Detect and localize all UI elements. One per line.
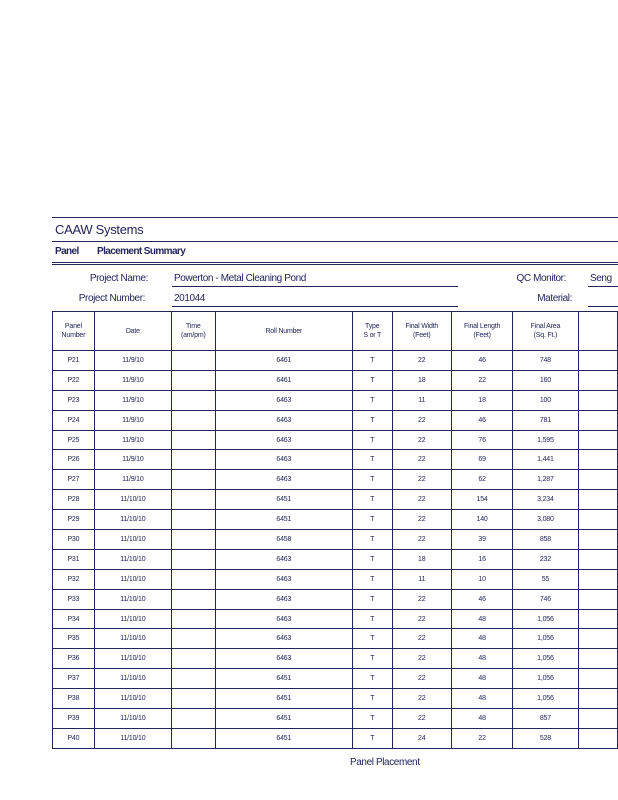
cell-time bbox=[171, 569, 215, 589]
table-row bbox=[53, 370, 618, 390]
cell-final-length: 46 bbox=[451, 589, 512, 609]
cell-panel-number: P27 bbox=[53, 470, 95, 490]
cell-type: T bbox=[352, 470, 392, 490]
cell-final-width: 11 bbox=[392, 569, 451, 589]
header-final-length-line1: Final Length bbox=[464, 323, 501, 330]
cell-panel-number: P24 bbox=[53, 410, 95, 430]
cell-date: 11/9/10 bbox=[94, 450, 171, 470]
cell-final-length: 69 bbox=[451, 450, 512, 470]
cell-time bbox=[171, 410, 215, 430]
cell-final-area: 748 bbox=[513, 351, 578, 371]
cell-type: T bbox=[352, 510, 392, 530]
cell-extra bbox=[578, 649, 617, 669]
cell-final-area: 55 bbox=[513, 569, 578, 589]
cell-final-area: 1,441 bbox=[513, 450, 578, 470]
cell-final-area: 100 bbox=[513, 390, 578, 410]
cell-roll-number: 6463 bbox=[215, 470, 352, 490]
cell-roll-number: 6463 bbox=[215, 390, 352, 410]
header-roll-number-line1: Roll Number bbox=[265, 327, 303, 335]
cell-time bbox=[171, 430, 215, 450]
cell-final-width: 22 bbox=[392, 689, 451, 709]
cell-time bbox=[171, 490, 215, 510]
qc-monitor-value: Seng bbox=[590, 273, 612, 284]
cell-time bbox=[171, 709, 215, 729]
cell-roll-number: 6451 bbox=[215, 728, 352, 748]
cell-time bbox=[171, 351, 215, 371]
cell-final-area: 746 bbox=[513, 589, 578, 609]
footer-caption: Panel Placement bbox=[350, 757, 420, 768]
cell-roll-number: 6463 bbox=[215, 649, 352, 669]
header-time-line2: (am/pm) bbox=[180, 332, 206, 339]
cell-date: 11/9/10 bbox=[94, 470, 171, 490]
header-final-area-line1: Final Area bbox=[530, 323, 561, 330]
cell-panel-number: P26 bbox=[53, 450, 95, 470]
cell-final-width: 22 bbox=[392, 609, 451, 629]
cell-panel-number: P23 bbox=[53, 390, 95, 410]
cell-final-area: 160 bbox=[513, 370, 578, 390]
cell-panel-number: P40 bbox=[53, 728, 95, 748]
cell-panel-number: P29 bbox=[53, 510, 95, 530]
table-row bbox=[53, 490, 618, 510]
cell-final-width: 18 bbox=[392, 370, 451, 390]
table-row bbox=[53, 549, 618, 569]
cell-extra bbox=[578, 609, 617, 629]
cell-final-width: 24 bbox=[392, 728, 451, 748]
cell-roll-number: 6463 bbox=[215, 629, 352, 649]
cell-final-width: 22 bbox=[392, 709, 451, 729]
table-row bbox=[53, 669, 618, 689]
cell-panel-number: P28 bbox=[53, 490, 95, 510]
cell-type: T bbox=[352, 728, 392, 748]
table-row bbox=[53, 351, 618, 371]
cell-time bbox=[171, 370, 215, 390]
cell-final-width: 18 bbox=[392, 549, 451, 569]
cell-final-area: 1,056 bbox=[513, 649, 578, 669]
cell-time bbox=[171, 629, 215, 649]
cell-date: 11/9/10 bbox=[94, 390, 171, 410]
cell-roll-number: 6451 bbox=[215, 709, 352, 729]
cell-extra bbox=[578, 430, 617, 450]
cell-panel-number: P36 bbox=[53, 649, 95, 669]
cell-extra bbox=[578, 709, 617, 729]
cell-final-area: 528 bbox=[513, 728, 578, 748]
cell-type: T bbox=[352, 569, 392, 589]
cell-panel-number: P33 bbox=[53, 589, 95, 609]
cell-extra bbox=[578, 689, 617, 709]
cell-time bbox=[171, 649, 215, 669]
cell-roll-number: 6463 bbox=[215, 410, 352, 430]
header-date bbox=[94, 312, 171, 351]
cell-type: T bbox=[352, 549, 392, 569]
cell-roll-number: 6463 bbox=[215, 569, 352, 589]
cell-extra bbox=[578, 549, 617, 569]
cell-extra bbox=[578, 629, 617, 649]
table-row bbox=[53, 569, 618, 589]
project-name-value: Powerton - Metal Cleaning Pond bbox=[174, 273, 306, 284]
header-final-length-line2: (Feet) bbox=[473, 332, 491, 339]
cell-final-length: 22 bbox=[451, 370, 512, 390]
cell-final-width: 22 bbox=[392, 351, 451, 371]
cell-type: T bbox=[352, 490, 392, 510]
table-row bbox=[53, 430, 618, 450]
cell-type: T bbox=[352, 609, 392, 629]
cell-extra bbox=[578, 490, 617, 510]
cell-panel-number: P37 bbox=[53, 669, 95, 689]
cell-final-length: 22 bbox=[451, 728, 512, 748]
cell-final-length: 154 bbox=[451, 490, 512, 510]
header-panel-number bbox=[53, 312, 95, 351]
cell-final-length: 48 bbox=[451, 709, 512, 729]
cell-type: T bbox=[352, 410, 392, 430]
cell-date: 11/9/10 bbox=[94, 351, 171, 371]
cell-final-length: 48 bbox=[451, 609, 512, 629]
cell-extra bbox=[578, 669, 617, 689]
table-row bbox=[53, 510, 618, 530]
table-row bbox=[53, 390, 618, 410]
cell-final-length: 48 bbox=[451, 689, 512, 709]
cell-date: 11/10/10 bbox=[94, 709, 171, 729]
subtitle-panel: Panel bbox=[55, 246, 79, 257]
cell-time bbox=[171, 470, 215, 490]
header-time-line1: Time bbox=[186, 323, 201, 330]
cell-extra bbox=[578, 470, 617, 490]
cell-final-width: 11 bbox=[392, 390, 451, 410]
header-panel-number-line1: Panel bbox=[64, 323, 82, 330]
cell-roll-number: 6463 bbox=[215, 450, 352, 470]
header-time bbox=[171, 312, 215, 351]
subtitle-rule-1 bbox=[52, 262, 618, 263]
table-row bbox=[53, 530, 618, 550]
cell-final-area: 1,056 bbox=[513, 629, 578, 649]
cell-final-length: 140 bbox=[451, 510, 512, 530]
cell-final-length: 62 bbox=[451, 470, 512, 490]
cell-final-area: 3,234 bbox=[513, 490, 578, 510]
cell-roll-number: 6461 bbox=[215, 351, 352, 371]
cell-final-width: 22 bbox=[392, 430, 451, 450]
cell-panel-number: P39 bbox=[53, 709, 95, 729]
header-final-width bbox=[392, 312, 451, 351]
cell-date: 11/10/10 bbox=[94, 728, 171, 748]
cell-final-width: 22 bbox=[392, 450, 451, 470]
header-extra bbox=[578, 312, 617, 351]
table-row bbox=[53, 410, 618, 430]
table-row bbox=[53, 689, 618, 709]
header-type bbox=[352, 312, 392, 351]
cell-roll-number: 6451 bbox=[215, 669, 352, 689]
cell-date: 11/10/10 bbox=[94, 629, 171, 649]
cell-final-area: 857 bbox=[513, 709, 578, 729]
cell-roll-number: 6463 bbox=[215, 549, 352, 569]
cell-date: 11/10/10 bbox=[94, 510, 171, 530]
header-final-width-line1: Final Width bbox=[405, 323, 439, 330]
cell-final-length: 39 bbox=[451, 530, 512, 550]
cell-final-area: 232 bbox=[513, 549, 578, 569]
cell-panel-number: P25 bbox=[53, 430, 95, 450]
cell-extra bbox=[578, 589, 617, 609]
cell-type: T bbox=[352, 709, 392, 729]
header-final-width-line2: (Feet) bbox=[412, 332, 431, 339]
header-final-length bbox=[451, 312, 512, 351]
company-underline bbox=[52, 241, 618, 242]
header-final-area-line2: (Sq. Ft.) bbox=[533, 332, 558, 339]
cell-final-area: 1,056 bbox=[513, 689, 578, 709]
cell-final-width: 22 bbox=[392, 490, 451, 510]
cell-final-length: 46 bbox=[451, 351, 512, 371]
cell-final-length: 48 bbox=[451, 649, 512, 669]
cell-final-area: 1,056 bbox=[513, 609, 578, 629]
table-row bbox=[53, 629, 618, 649]
cell-roll-number: 6463 bbox=[215, 609, 352, 629]
table-row bbox=[53, 470, 618, 490]
cell-extra bbox=[578, 450, 617, 470]
header-date-line1: Date bbox=[125, 327, 140, 335]
cell-time bbox=[171, 728, 215, 748]
table-row bbox=[53, 728, 618, 748]
cell-type: T bbox=[352, 530, 392, 550]
cell-final-width: 22 bbox=[392, 629, 451, 649]
cell-final-length: 16 bbox=[451, 549, 512, 569]
cell-final-width: 22 bbox=[392, 589, 451, 609]
cell-time bbox=[171, 450, 215, 470]
cell-final-length: 18 bbox=[451, 390, 512, 410]
project-name-label: Project Name: bbox=[89, 273, 148, 284]
cell-final-length: 48 bbox=[451, 669, 512, 689]
cell-panel-number: P22 bbox=[53, 370, 95, 390]
cell-date: 11/10/10 bbox=[94, 669, 171, 689]
cell-panel-number: P30 bbox=[53, 530, 95, 550]
cell-final-length: 10 bbox=[451, 569, 512, 589]
cell-roll-number: 6451 bbox=[215, 510, 352, 530]
cell-panel-number: P32 bbox=[53, 569, 95, 589]
cell-date: 11/10/10 bbox=[94, 549, 171, 569]
company-name: CAAW Systems bbox=[55, 222, 144, 237]
cell-final-area: 1,056 bbox=[513, 669, 578, 689]
cell-final-area: 3,080 bbox=[513, 510, 578, 530]
material-underline bbox=[588, 306, 618, 307]
cell-final-length: 76 bbox=[451, 430, 512, 450]
cell-date: 11/9/10 bbox=[94, 410, 171, 430]
cell-type: T bbox=[352, 629, 392, 649]
cell-time bbox=[171, 669, 215, 689]
cell-date: 11/9/10 bbox=[94, 430, 171, 450]
cell-time bbox=[171, 549, 215, 569]
cell-roll-number: 6451 bbox=[215, 490, 352, 510]
subtitle-rule-2 bbox=[52, 264, 618, 265]
top-rule bbox=[52, 217, 618, 218]
header-roll-number bbox=[215, 312, 352, 351]
cell-time bbox=[171, 530, 215, 550]
cell-final-area: 858 bbox=[513, 530, 578, 550]
cell-extra bbox=[578, 390, 617, 410]
cell-extra bbox=[578, 370, 617, 390]
cell-final-area: 781 bbox=[513, 410, 578, 430]
cell-date: 11/10/10 bbox=[94, 589, 171, 609]
table-row bbox=[53, 709, 618, 729]
cell-type: T bbox=[352, 669, 392, 689]
cell-time bbox=[171, 609, 215, 629]
cell-extra bbox=[578, 728, 617, 748]
cell-extra bbox=[578, 569, 617, 589]
cell-panel-number: P35 bbox=[53, 629, 95, 649]
table-row bbox=[53, 450, 618, 470]
cell-panel-number: P21 bbox=[53, 351, 95, 371]
cell-roll-number: 6463 bbox=[215, 589, 352, 609]
cell-type: T bbox=[352, 689, 392, 709]
cell-final-area: 1,287 bbox=[513, 470, 578, 490]
cell-panel-number: P38 bbox=[53, 689, 95, 709]
cell-type: T bbox=[352, 450, 392, 470]
cell-roll-number: 6458 bbox=[215, 530, 352, 550]
project-number-label: Project Number: bbox=[78, 293, 145, 304]
qc-monitor-underline bbox=[588, 286, 618, 287]
cell-type: T bbox=[352, 370, 392, 390]
subtitle-placement-summary: Placement Summary bbox=[97, 246, 186, 257]
project-name-underline bbox=[172, 286, 458, 287]
cell-extra bbox=[578, 530, 617, 550]
cell-type: T bbox=[352, 430, 392, 450]
header-panel-number-line2: Number bbox=[61, 332, 86, 339]
cell-time bbox=[171, 689, 215, 709]
cell-date: 11/10/10 bbox=[94, 490, 171, 510]
header-final-area bbox=[513, 312, 578, 351]
cell-type: T bbox=[352, 589, 392, 609]
cell-time bbox=[171, 589, 215, 609]
header-type-line2: S or T bbox=[363, 332, 382, 339]
qc-monitor-label: QC Monitor: bbox=[516, 273, 566, 284]
table-row bbox=[53, 589, 618, 609]
cell-roll-number: 6463 bbox=[215, 430, 352, 450]
cell-extra bbox=[578, 351, 617, 371]
material-label: Material: bbox=[537, 293, 572, 304]
header-type-line1: Type bbox=[365, 323, 380, 330]
cell-panel-number: P31 bbox=[53, 549, 95, 569]
cell-date: 11/10/10 bbox=[94, 530, 171, 550]
cell-roll-number: 6451 bbox=[215, 689, 352, 709]
cell-roll-number: 6461 bbox=[215, 370, 352, 390]
cell-date: 11/10/10 bbox=[94, 569, 171, 589]
cell-date: 11/10/10 bbox=[94, 689, 171, 709]
cell-date: 11/9/10 bbox=[94, 370, 171, 390]
table-row bbox=[53, 609, 618, 629]
cell-type: T bbox=[352, 351, 392, 371]
cell-time bbox=[171, 390, 215, 410]
cell-final-width: 22 bbox=[392, 649, 451, 669]
cell-date: 11/10/10 bbox=[94, 609, 171, 629]
cell-extra bbox=[578, 410, 617, 430]
cell-final-area: 1,595 bbox=[513, 430, 578, 450]
cell-final-width: 22 bbox=[392, 510, 451, 530]
cell-type: T bbox=[352, 390, 392, 410]
cell-final-width: 22 bbox=[392, 470, 451, 490]
cell-final-length: 46 bbox=[451, 410, 512, 430]
cell-final-length: 48 bbox=[451, 629, 512, 649]
cell-type: T bbox=[352, 649, 392, 669]
cell-panel-number: P34 bbox=[53, 609, 95, 629]
table-header-row bbox=[53, 312, 618, 351]
table-row bbox=[53, 649, 618, 669]
cell-time bbox=[171, 510, 215, 530]
cell-final-width: 22 bbox=[392, 530, 451, 550]
panel-placement-table bbox=[52, 311, 618, 749]
project-number-underline bbox=[172, 306, 458, 307]
cell-extra bbox=[578, 510, 617, 530]
cell-final-width: 22 bbox=[392, 669, 451, 689]
cell-final-width: 22 bbox=[392, 410, 451, 430]
cell-date: 11/10/10 bbox=[94, 649, 171, 669]
project-number-value: 201044 bbox=[174, 293, 205, 304]
